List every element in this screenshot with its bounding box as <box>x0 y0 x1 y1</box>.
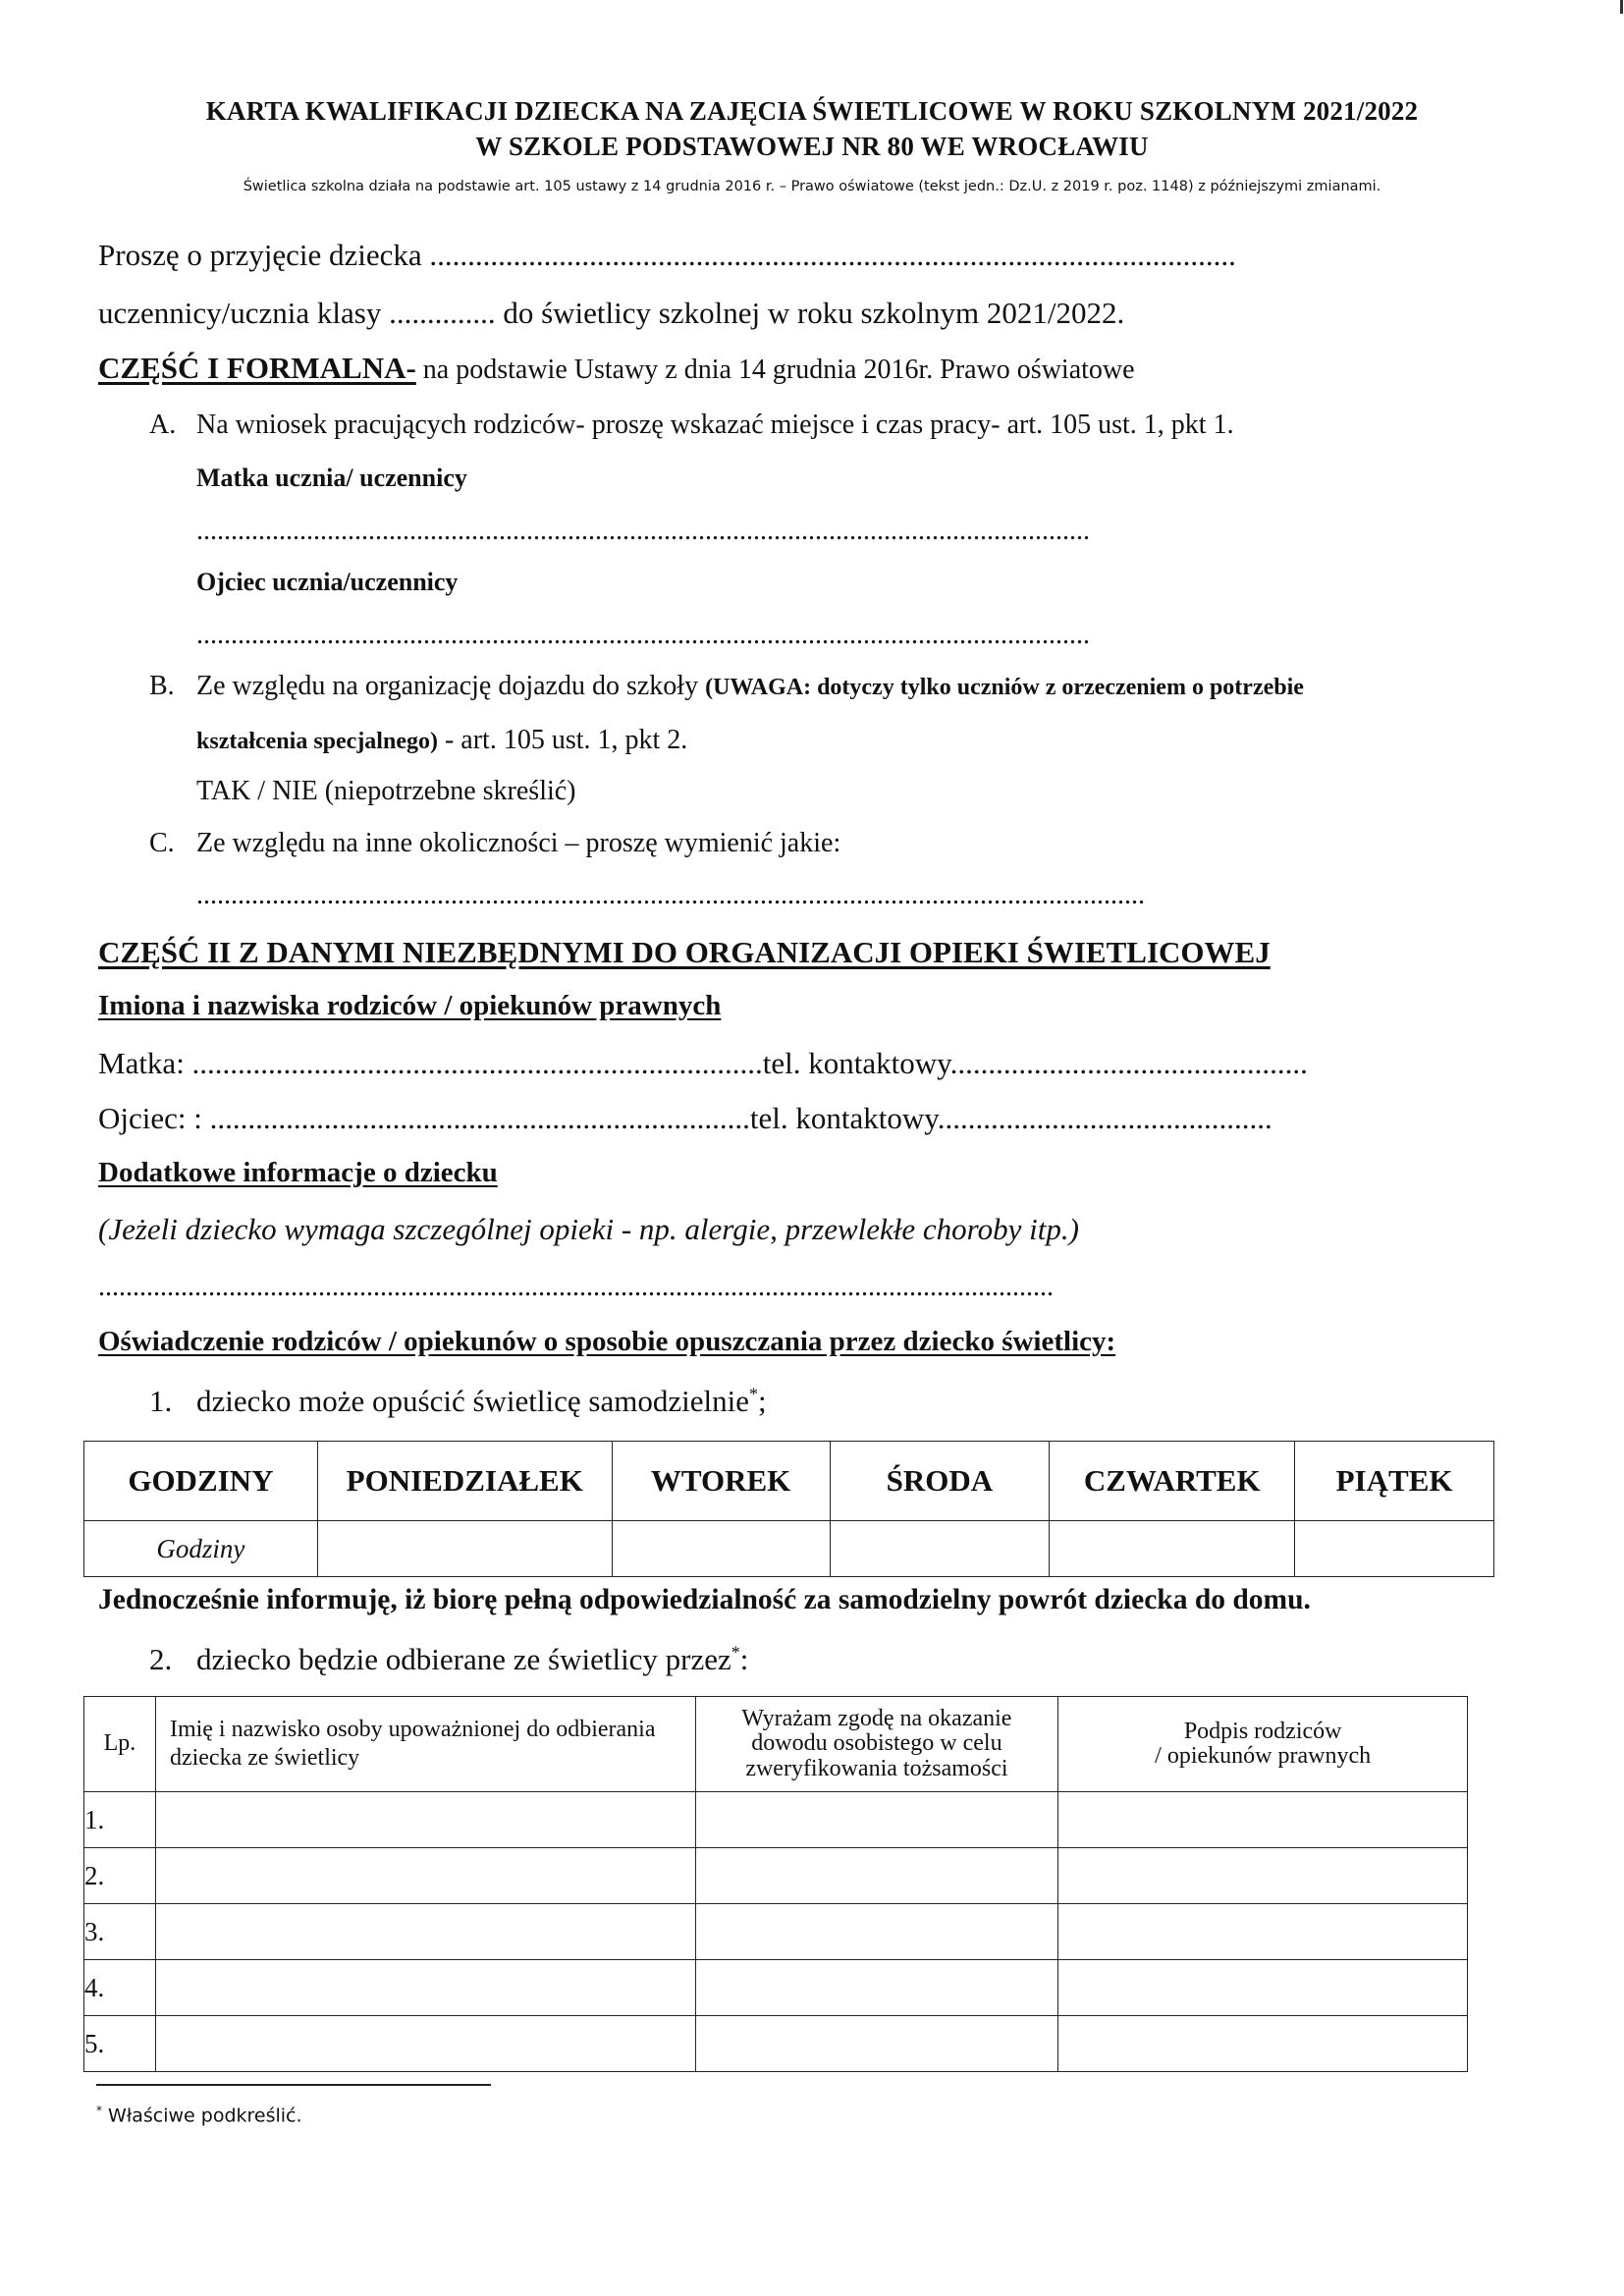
footnote-divider <box>96 2084 491 2086</box>
extra-info-note: (Jeżeli dziecko wymaga szczególnej opieki - np. alergie, przewlekłe choroby itp.) <box>98 1212 1079 1246</box>
pickup-row-number: 1. <box>84 1792 156 1848</box>
footnote <box>96 2104 302 2126</box>
section-b-note: (UWAGA: dotyczy tylko uczniów z orzeczeniem o potrzebie <box>705 675 1304 700</box>
responsibility-statement: Jednocześnie informuję, iż biorę pełną odpowiedzialność za samodzielny powrót dziecka do domu. <box>98 1584 1311 1615</box>
section-c-field[interactable]: .......................................................................................................................................... <box>196 880 1145 910</box>
section-b-letter: B. <box>149 671 175 701</box>
item2-text: dziecko będzie odbierane ze świetlicy przez <box>196 1642 731 1676</box>
hours-header-friday: PIĄTEK <box>1295 1442 1494 1521</box>
pickup-signature-cell[interactable] <box>1058 1792 1468 1848</box>
mother-work-field[interactable]: .................................................................................................................................. <box>196 516 1090 546</box>
section-b-article: - art. 105 ust. 1, pkt 2. <box>437 725 688 755</box>
extra-info-field[interactable]: ........................................................................................................................................... <box>98 1272 1054 1302</box>
pickup-consent-cell[interactable] <box>695 1792 1058 1848</box>
hours-cell-monday[interactable] <box>317 1521 612 1577</box>
pickup-signature-cell[interactable] <box>1058 1848 1468 1904</box>
pickup-consent-cell[interactable] <box>695 2016 1058 2072</box>
pickup-signature-cell[interactable] <box>1058 1904 1468 1960</box>
pickup-row-number: 2. <box>84 1848 156 1904</box>
form-title-line1: KARTA KWALIFIKACJI DZIECKA NA ZAJĘCIA ŚWIETLICOWE W ROKU SZKOLNYM 2021/2022 <box>205 96 1419 126</box>
statement-heading: Oświadczenie rodziców / opiekunów o sposobie opuszczania przez dziecko świetlicy: <box>98 1326 1116 1357</box>
section-b-text-row <box>196 671 1304 702</box>
section-b-text-row2 <box>196 725 687 756</box>
pickup-row-number: 4. <box>84 1960 156 2016</box>
section-c-letter: C. <box>149 828 175 858</box>
scan-edge-mark <box>1620 0 1623 14</box>
pickup-signature-cell[interactable] <box>1058 2016 1468 2072</box>
footnote-asterisk: * <box>96 2104 102 2117</box>
part1-heading-row <box>98 351 1135 386</box>
pickup-header-signature-1: Podpis rodziców <box>1183 1718 1342 1744</box>
pickup-row <box>84 1792 1468 1848</box>
item2-end: : <box>739 1642 749 1676</box>
father-work-field[interactable]: .................................................................................................................................. <box>196 620 1090 650</box>
pickup-row <box>84 1848 1468 1904</box>
section-b-choice[interactable]: TAK / NIE (niepotrzebne skreślić) <box>196 776 576 806</box>
item1-asterisk: * <box>748 1384 758 1404</box>
footnote-text: Właściwe podkreślić. <box>102 2105 302 2127</box>
hours-header-thursday: CZWARTEK <box>1050 1442 1295 1521</box>
section-b-text: Ze względu na organizację dojazdu do szkoły <box>196 671 706 701</box>
item1-end: ; <box>757 1384 767 1418</box>
pickup-row <box>84 2016 1468 2072</box>
pickup-header-signature <box>1058 1697 1468 1792</box>
section-a-letter: A. <box>149 410 177 440</box>
pickup-name-cell[interactable] <box>155 1960 695 2016</box>
pickup-consent-cell[interactable] <box>695 1904 1058 1960</box>
item1-number: 1. <box>149 1384 173 1418</box>
mother-work-label: Matka ucznia/ uczennicy <box>196 464 467 492</box>
pickup-name-cell[interactable] <box>155 1792 695 1848</box>
parents-heading: Imiona i nazwiska rodziców / opiekunów prawnych <box>98 990 722 1021</box>
father-work-label: Ojciec ucznia/uczennicy <box>196 568 459 596</box>
hours-cell-thursday[interactable] <box>1050 1521 1295 1577</box>
intro-class-line: uczennicy/ucznia klasy .............. do świetlicy szkolnej w roku szkolnym 2021/2022. <box>98 296 1125 330</box>
pickup-header-lp: Lp. <box>84 1697 156 1792</box>
item1-row <box>196 1384 767 1419</box>
pickup-row-number: 3. <box>84 1904 156 1960</box>
hours-header-wednesday: ŚRODA <box>830 1442 1050 1521</box>
pickup-table <box>83 1696 1468 2072</box>
pickup-header-name: Imię i nazwisko osoby upoważnionej do odbierania dziecka ze świetlicy <box>155 1697 695 1792</box>
pickup-name-cell[interactable] <box>155 1848 695 1904</box>
section-c-text: Ze względu na inne okoliczności – proszę wymienić jakie: <box>196 828 841 858</box>
part1-heading-rest: na podstawie Ustawy z dnia 14 grudnia 2016r. Prawo oświatowe <box>415 355 1135 385</box>
hours-table <box>83 1441 1494 1577</box>
section-a-text: Na wniosek pracujących rodziców- proszę wskazać miejsce i czas pracy- art. 105 ust. 1, pkt 1. <box>196 410 1234 440</box>
pickup-header-consent-2: dowodu osobistego w celu <box>751 1730 1002 1757</box>
pickup-header-consent-1: Wyrażam zgodę na okazanie <box>741 1706 1012 1732</box>
part1-heading: CZĘŚĆ I FORMALNA- <box>98 351 416 385</box>
pickup-row <box>84 1904 1468 1960</box>
item2-asterisk: * <box>731 1642 740 1663</box>
hours-header-hours: GODZINY <box>84 1442 318 1521</box>
part2-heading: CZĘŚĆ II Z DANYMI NIEZBĘDNYMI DO ORGANIZACJI OPIEKI ŚWIETLICOWEJ <box>98 935 1271 969</box>
pickup-consent-cell[interactable] <box>695 1848 1058 1904</box>
pickup-row-number: 5. <box>84 2016 156 2072</box>
pickup-header-consent-3: zweryfikowania tożsamości <box>745 1755 1008 1781</box>
hours-cell-tuesday[interactable] <box>612 1521 830 1577</box>
pickup-name-cell[interactable] <box>155 1904 695 1960</box>
father-contact-row[interactable]: Ojciec: : .......................................................................tel. kontaktowy............................................ <box>98 1101 1272 1135</box>
section-b-note2: kształcenia specjalnego) <box>196 729 438 754</box>
pickup-header-consent <box>695 1697 1058 1792</box>
form-title-line2: W SZKOLE PODSTAWOWEJ NR 80 WE WROCŁAWIU <box>475 132 1149 161</box>
pickup-consent-cell[interactable] <box>695 1960 1058 2016</box>
hours-cell-wednesday[interactable] <box>830 1521 1050 1577</box>
item2-number: 2. <box>149 1642 173 1676</box>
pickup-name-cell[interactable] <box>155 2016 695 2072</box>
hours-header-tuesday: WTOREK <box>612 1442 830 1521</box>
legal-note: Świetlica szkolna działa na podstawie art. 105 ustawy z 14 grudnia 2016 r. – Prawo oświatowe (tekst jedn.: Dz.U. z 2019 r. poz. 1148) z późniejszymi zmianami. <box>243 179 1381 194</box>
item1-text: dziecko może opuścić świetlicę samodzielnie <box>196 1384 749 1418</box>
intro-child-line: Proszę o przyjęcie dziecka .......................................................................................................... <box>98 238 1236 272</box>
item2-row <box>196 1642 748 1677</box>
extra-info-heading: Dodatkowe informacje o dziecku <box>98 1157 498 1188</box>
hours-row-label: Godziny <box>84 1521 318 1577</box>
pickup-row <box>84 1960 1468 2016</box>
mother-contact-row[interactable]: Matka: ...........................................................................tel. kontaktowy............................................... <box>98 1046 1308 1080</box>
hours-header-monday: PONIEDZIAŁEK <box>317 1442 612 1521</box>
pickup-header-signature-2: / opiekunów prawnych <box>1155 1743 1372 1769</box>
hours-cell-friday[interactable] <box>1295 1521 1494 1577</box>
pickup-signature-cell[interactable] <box>1058 1960 1468 2016</box>
